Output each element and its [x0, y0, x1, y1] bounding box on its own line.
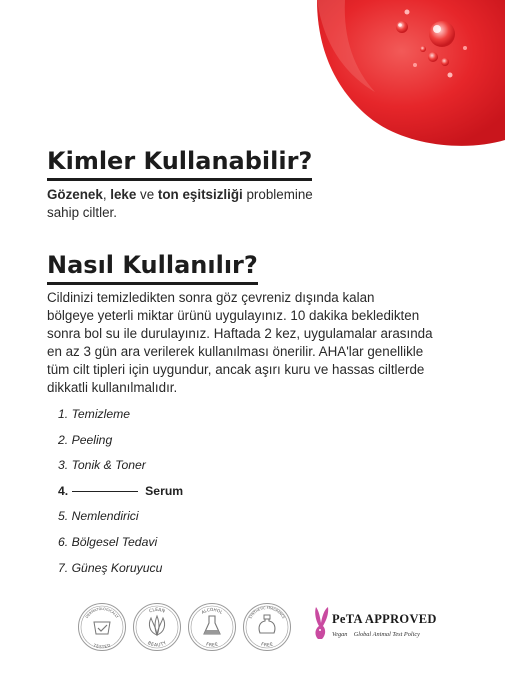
svg-text:FREE	[205, 641, 219, 648]
badge-top-text: DERMATOLOGICALLY	[84, 606, 120, 619]
svg-text:DERMATOLOGICALLY	[85, 607, 120, 620]
dermatologically-tested-badge-icon	[77, 602, 127, 652]
peta-approved-word: APPROVED	[364, 612, 437, 626]
text-line: en az 3 gün ara verilerek kullanılması önerilir. AHA'lar genellikle	[47, 344, 424, 359]
badge-bottom-text: FREE	[260, 642, 274, 649]
keyword-pores: Gözenek	[47, 187, 103, 202]
step-number: 6.	[58, 534, 69, 549]
svg-text:BEAUTY	[146, 640, 167, 649]
routine-step	[58, 405, 183, 431]
routine-step	[58, 431, 183, 457]
step-number: 4.	[58, 483, 69, 498]
badge-bottom-text: TESTED	[92, 642, 112, 650]
routine-step	[58, 507, 183, 533]
peta-brand: PeTA	[332, 612, 363, 626]
svg-text:ALCOHOL	[200, 607, 224, 615]
step-label: Tonik & Toner	[71, 458, 146, 473]
how-to-use-title: Nasıl Kullanılır?	[47, 252, 258, 285]
peta-policy: Global Animal Test Policy	[353, 631, 420, 638]
text-line: bölgeye yeterli miktar ürünü uygulayınız. 10 dakika bekledikten	[47, 308, 420, 323]
step-label: Temizleme	[71, 407, 131, 421]
step-label: Güneş Koruyucu	[71, 560, 163, 575]
routine-step	[58, 456, 183, 482]
routine-step	[58, 559, 183, 585]
peta-vegan: Vegan	[332, 631, 348, 638]
keyword-spots: leke	[110, 187, 137, 202]
routine-step	[58, 533, 183, 559]
peta-subtitle	[332, 631, 420, 638]
text-line: dikkatli kullanılmalıdır.	[47, 380, 178, 395]
keyword-uneven-tone: ton eşitsizliği	[157, 187, 243, 202]
who-can-use-text	[47, 186, 467, 222]
step-pointer-line	[72, 491, 138, 492]
step-label: Peeling	[71, 432, 113, 447]
peta-approved-logo	[312, 605, 442, 655]
clean-beauty-badge-icon	[132, 602, 182, 652]
routine-step-current	[58, 482, 183, 508]
text-line: sonra bol su ile durulayınız. Haftada 2 kez, uygulamalar arasında	[47, 326, 433, 341]
text-line: Cildinizi temizledikten sonra göz çevreniz dışında kalan	[47, 290, 375, 305]
text-line: tüm cilt tipleri için uygundur, ancak aşırı kuru ve hassas ciltlerde	[47, 362, 425, 377]
alcohol-free-badge-icon	[187, 602, 237, 652]
step-label: Bölgesel Tedavi	[71, 534, 158, 549]
separator: ve	[136, 187, 158, 202]
serum-drop-image	[315, 0, 505, 150]
certification-badges	[77, 602, 292, 652]
text-fragment: sahip ciltler.	[47, 205, 117, 220]
peta-approved-text	[332, 612, 437, 627]
who-can-use-title: Kimler Kullanabilir?	[47, 148, 312, 181]
step-number: 3.	[58, 458, 69, 473]
step-number: 2.	[58, 432, 69, 447]
bunny-icon	[312, 605, 330, 641]
step-number: 1.	[58, 407, 69, 421]
separator: ,	[102, 187, 111, 202]
badge-bottom-text: FREE	[205, 642, 219, 649]
synthetic-fragrance-free-badge-icon	[242, 602, 292, 652]
step-number: 7.	[58, 560, 69, 575]
badge-top-text: ALCOHOL	[200, 606, 224, 615]
badge-top-text: CLEAN	[148, 607, 166, 615]
svg-text:CLEAN	[148, 607, 165, 615]
step-label: Nemlendirici	[71, 509, 139, 524]
step-number: 5.	[58, 509, 69, 524]
badge-bottom-text: BEAUTY	[146, 640, 168, 649]
step-label: Serum	[145, 483, 184, 498]
routine-steps-list	[58, 405, 183, 584]
svg-text:FREE	[260, 641, 274, 648]
badge-top-text: SYNTHETIC FRAGRANCE	[248, 605, 286, 620]
text-fragment: problemine	[242, 187, 313, 202]
how-to-use-text	[47, 289, 467, 397]
